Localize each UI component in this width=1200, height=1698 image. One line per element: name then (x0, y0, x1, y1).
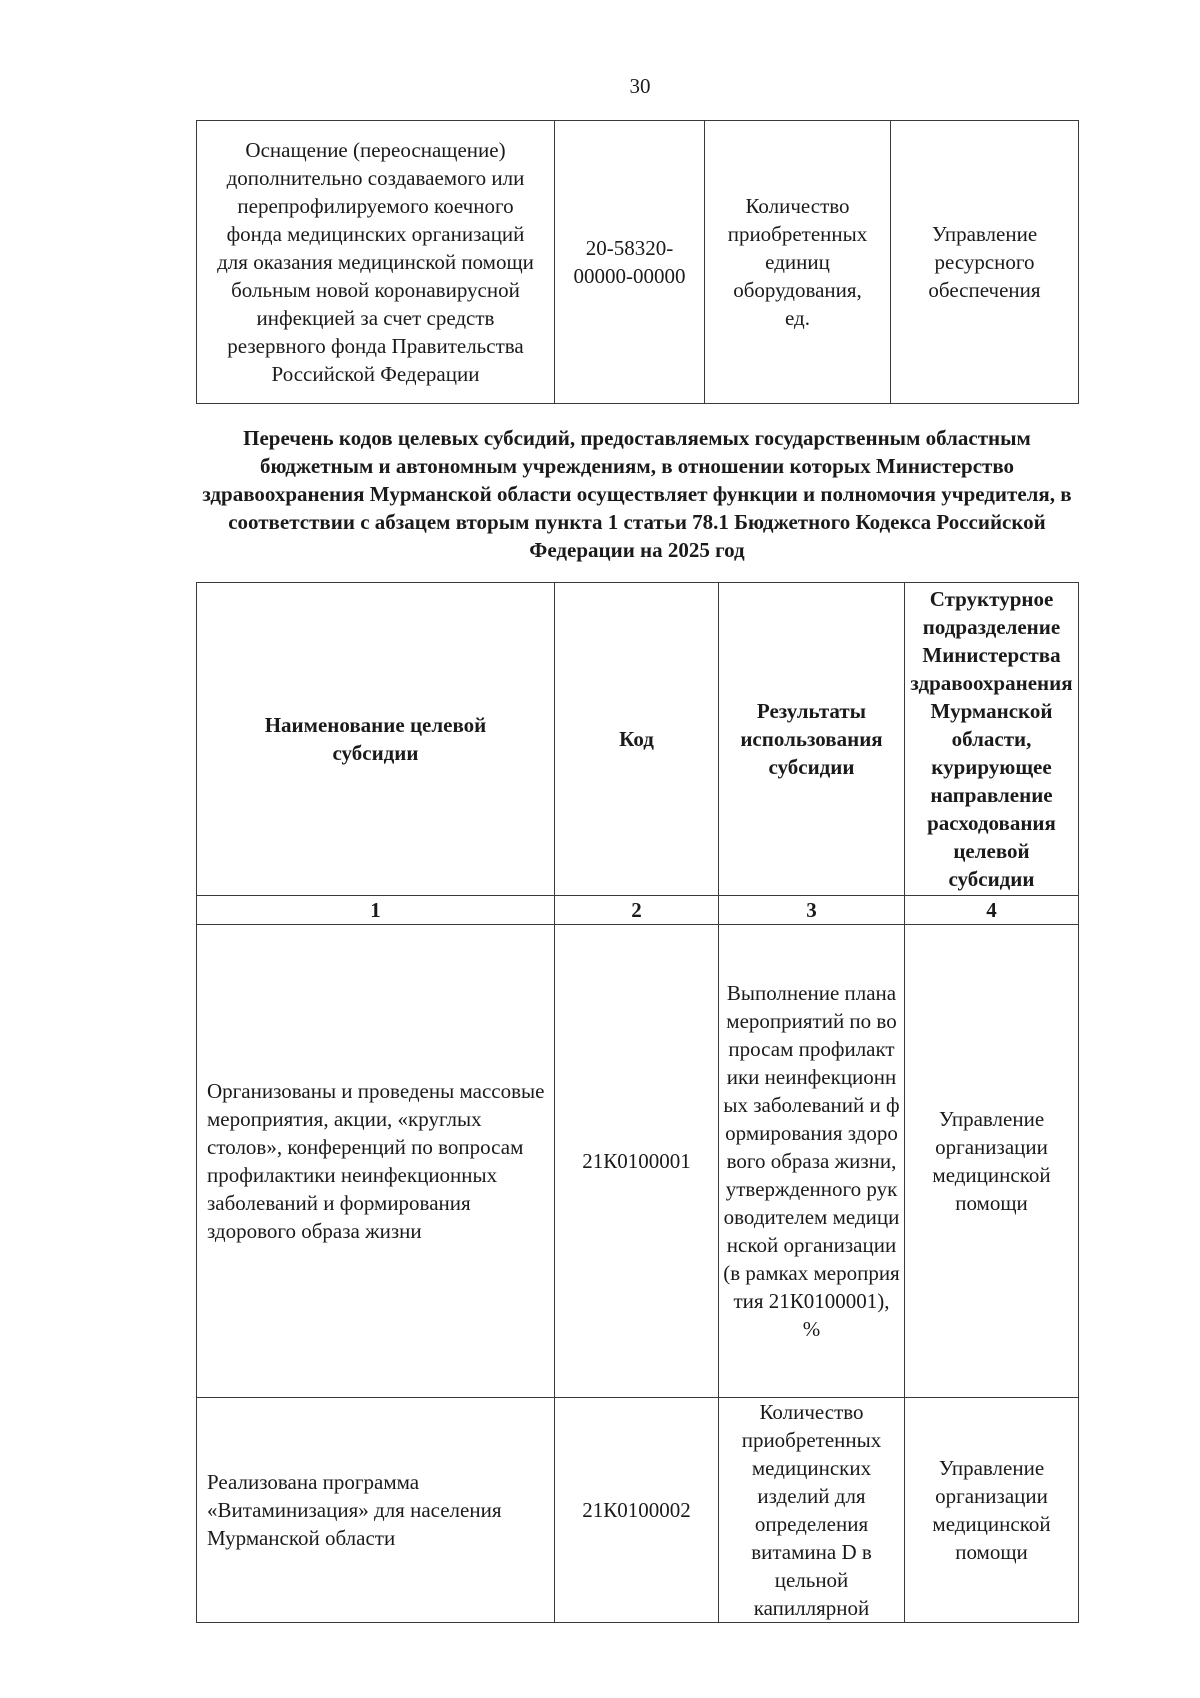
page-number: 30 (629, 74, 651, 98)
header-code: Код (555, 583, 719, 896)
result-cell: Выполнение плана мероприятий по вопросам профилактики неинфекционных заболеваний и формирования здорового образа жизни, утвержденного руководителем медицинской организации (в рамках мероприятия 21К0100001), % (719, 925, 905, 1398)
table-row (197, 925, 1079, 1398)
result-cell: Количество приобретенных единиц оборудования, ед. (705, 121, 891, 404)
column-number: 2 (555, 896, 719, 925)
top-table (196, 120, 1079, 404)
header-name: Наименование целевой субсидии (197, 583, 555, 896)
subsidy-name-cell: Реализована программа «Витаминизация» для населения Мурманской области (197, 1398, 555, 1623)
column-number: 1 (197, 896, 555, 925)
subsidy-table (196, 582, 1079, 1623)
department-cell: Управление ресурсного обеспечения (891, 121, 1079, 404)
subsidy-name-cell: Оснащение (переоснащение) дополнительно создаваемого или перепрофилируемого коечного фонда медицинских организаций для оказания медицинской помощи больным новой коронавирусной инфекцией за счет средств резервного фонда Правительства Российской Федерации (197, 121, 555, 404)
column-number: 3 (719, 896, 905, 925)
header-department: Структурное подразделение Министерства здравоохранения Мурманской области, курирующее направление расходования целевой субсидии (905, 583, 1079, 896)
code-cell: 20-58320-00000-00000 (555, 121, 705, 404)
header-result: Результаты использования субсидии (719, 583, 905, 896)
code-cell: 21К0100002 (555, 1398, 719, 1623)
column-number-row (197, 896, 1079, 925)
section-heading: Перечень кодов целевых субсидий, предоставляемых государственным областным бюджетным и автономным учреждениям, в отношении которых Министерство здравоохранения Мурманской области осуществляет функции и полномочия учредителя, в соответствии с абзацем вторым пункта 1 статьи 78.1 Бюджетного Кодекса Российской Федерации на 2025 год (202, 426, 1072, 562)
code-cell: 21К0100001 (555, 925, 719, 1398)
subsidy-name-cell: Организованы и проведены массовые мероприятия, акции, «круглых столов», конференций по вопросам профилактики неинфекционных заболеваний и формирования здорового образа жизни (197, 925, 555, 1398)
table-row (197, 1398, 1079, 1623)
department-cell: Управление организации медицинской помощи (905, 925, 1079, 1398)
table-header-row (197, 583, 1079, 896)
table-row (197, 121, 1079, 404)
department-cell: Управление организации медицинской помощи (905, 1398, 1079, 1623)
result-cell: Количество приобретенных медицинских изделий для определения витамина D в цельной капиллярной (719, 1398, 905, 1623)
column-number: 4 (905, 896, 1079, 925)
